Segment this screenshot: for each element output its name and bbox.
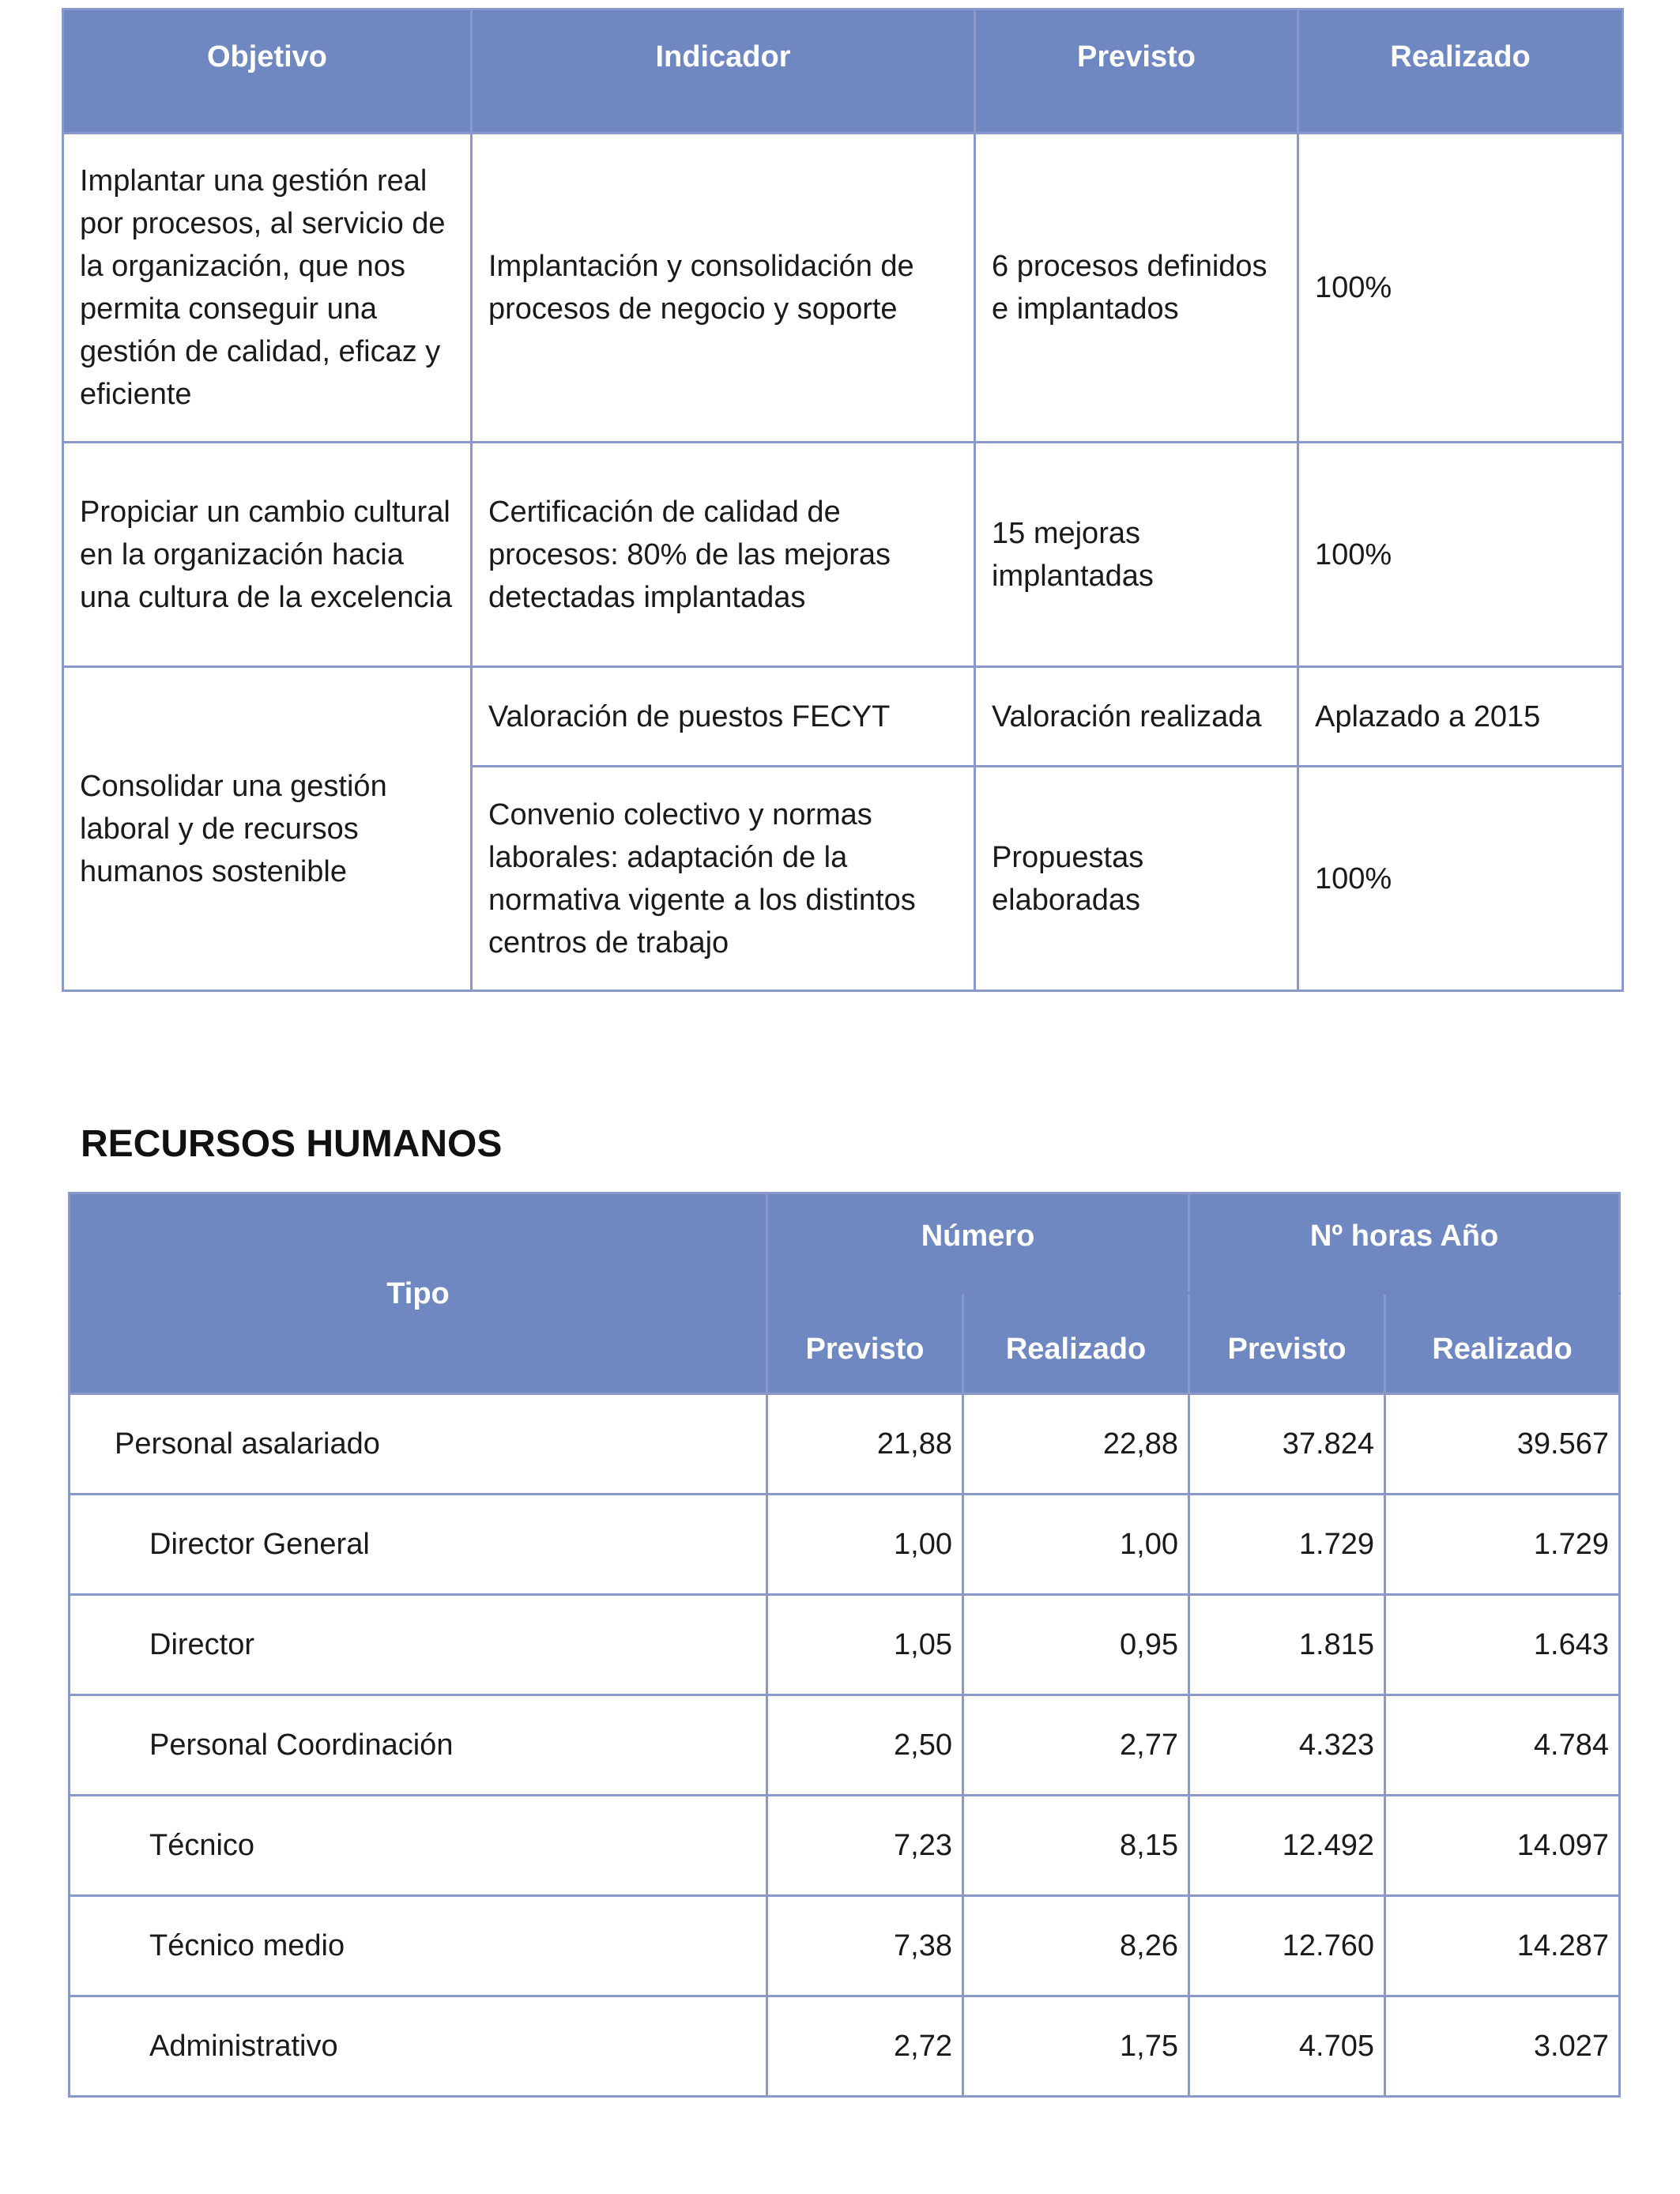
cell-horas-realizado: 39.567 — [1385, 1394, 1620, 1495]
cell-tipo: Administrativo — [70, 1996, 767, 2097]
cell-indicador: Implantación y consolidación de procesos de negocio y soporte — [472, 134, 975, 443]
cell-horas-realizado: 1.643 — [1385, 1595, 1620, 1695]
table-row — [70, 1695, 1620, 1796]
cell-objetivo: Propiciar un cambio cultural en la organización hacia una cultura de la excelencia — [63, 443, 472, 667]
header-tipo: Tipo — [70, 1193, 767, 1394]
hr-header-row-1 — [70, 1193, 1620, 1294]
cell-tipo: Personal asalariado — [70, 1394, 767, 1495]
cell-realizado: 100% — [1298, 443, 1623, 667]
cell-horas-realizado: 14.287 — [1385, 1896, 1620, 1996]
header-numero: Número — [767, 1193, 1189, 1294]
cell-num-previsto: 1,00 — [767, 1495, 963, 1595]
cell-tipo: Director — [70, 1595, 767, 1695]
table-row — [63, 134, 1623, 443]
table-row — [70, 1595, 1620, 1695]
cell-num-realizado: 8,15 — [963, 1796, 1189, 1896]
header-horas-previsto: Previsto — [1189, 1294, 1385, 1394]
header-indicador: Indicador — [472, 9, 975, 134]
table-row — [70, 1896, 1620, 1996]
cell-previsto: 15 mejoras implantadas — [975, 443, 1298, 667]
cell-previsto: Propuestas elaboradas — [975, 767, 1298, 991]
cell-num-previsto: 7,38 — [767, 1896, 963, 1996]
cell-tipo: Técnico medio — [70, 1896, 767, 1996]
cell-horas-realizado: 14.097 — [1385, 1796, 1620, 1896]
cell-indicador: Valoración de puestos FECYT — [472, 667, 975, 767]
cell-previsto: Valoración realizada — [975, 667, 1298, 767]
header-horas-realizado: Realizado — [1385, 1294, 1620, 1394]
table-row — [63, 667, 1623, 767]
cell-indicador: Certificación de calidad de procesos: 80% de las mejoras detectadas implantadas — [472, 443, 975, 667]
table-row — [70, 1796, 1620, 1896]
cell-horas-previsto: 4.323 — [1189, 1695, 1385, 1796]
cell-previsto: 6 procesos definidos e implantados — [975, 134, 1298, 443]
cell-objetivo: Consolidar una gestión laboral y de recursos humanos sostenible — [63, 667, 472, 991]
cell-tipo: Director General — [70, 1495, 767, 1595]
table-row — [70, 1996, 1620, 2097]
cell-realizado: 100% — [1298, 134, 1623, 443]
cell-horas-realizado: 1.729 — [1385, 1495, 1620, 1595]
header-numero-previsto: Previsto — [767, 1294, 963, 1394]
table-row — [70, 1394, 1620, 1495]
cell-num-realizado: 1,75 — [963, 1996, 1189, 2097]
hr-table — [68, 1192, 1621, 2098]
cell-num-realizado: 8,26 — [963, 1896, 1189, 1996]
section-title: RECURSOS HUMANOS — [81, 1123, 503, 1165]
objectives-header-row — [63, 9, 1623, 134]
objectives-table — [62, 8, 1624, 992]
cell-horas-previsto: 12.760 — [1189, 1896, 1385, 1996]
cell-horas-realizado: 4.784 — [1385, 1695, 1620, 1796]
cell-horas-previsto: 4.705 — [1189, 1996, 1385, 2097]
cell-num-previsto: 7,23 — [767, 1796, 963, 1896]
cell-num-realizado: 0,95 — [963, 1595, 1189, 1695]
header-realizado: Realizado — [1298, 9, 1623, 134]
table-row — [70, 1495, 1620, 1595]
cell-realizado: Aplazado a 2015 — [1298, 667, 1623, 767]
cell-num-realizado: 22,88 — [963, 1394, 1189, 1495]
header-horas-ano: Nº horas Año — [1189, 1193, 1620, 1294]
cell-num-realizado: 1,00 — [963, 1495, 1189, 1595]
cell-horas-previsto: 37.824 — [1189, 1394, 1385, 1495]
cell-horas-previsto: 1.815 — [1189, 1595, 1385, 1695]
cell-num-previsto: 2,72 — [767, 1996, 963, 2097]
header-objetivo: Objetivo — [63, 9, 472, 134]
cell-realizado: 100% — [1298, 767, 1623, 991]
cell-num-realizado: 2,77 — [963, 1695, 1189, 1796]
cell-objetivo: Implantar una gestión real por procesos, al servicio de la organización, que nos permita conseguir una gestión de calidad, eficaz y eficiente — [63, 134, 472, 443]
table-row — [63, 443, 1623, 667]
cell-tipo: Personal Coordinación — [70, 1695, 767, 1796]
cell-indicador: Convenio colectivo y normas laborales: adaptación de la normativa vigente a los distintos centros de trabajo — [472, 767, 975, 991]
cell-num-previsto: 2,50 — [767, 1695, 963, 1796]
cell-num-previsto: 1,05 — [767, 1595, 963, 1695]
cell-tipo: Técnico — [70, 1796, 767, 1896]
cell-horas-realizado: 3.027 — [1385, 1996, 1620, 2097]
cell-horas-previsto: 1.729 — [1189, 1495, 1385, 1595]
header-previsto: Previsto — [975, 9, 1298, 134]
header-numero-realizado: Realizado — [963, 1294, 1189, 1394]
cell-horas-previsto: 12.492 — [1189, 1796, 1385, 1896]
cell-num-previsto: 21,88 — [767, 1394, 963, 1495]
